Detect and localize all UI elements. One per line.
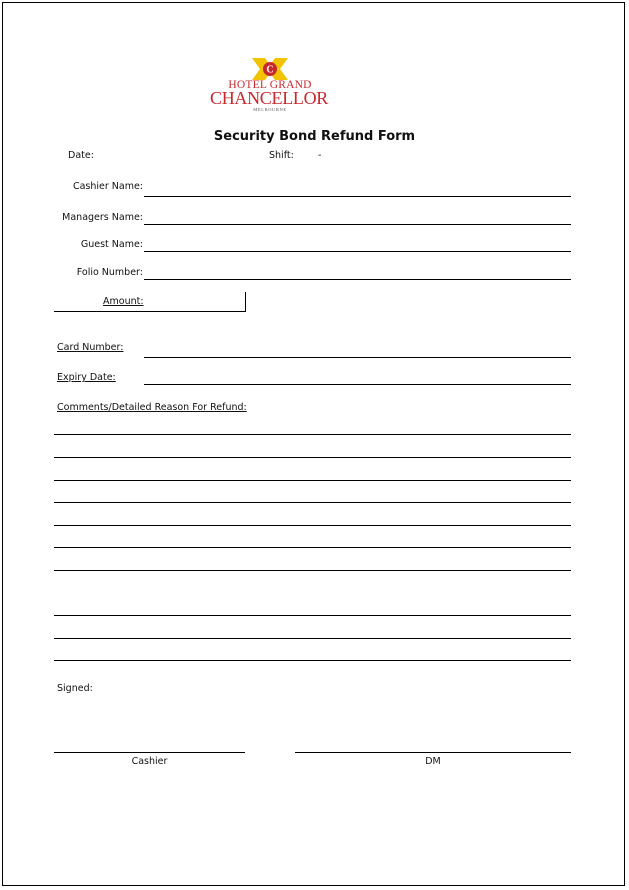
comments-line[interactable]: [54, 525, 571, 526]
cashier-signature-caption: Cashier: [131, 756, 168, 767]
comments-line[interactable]: [54, 457, 571, 458]
comments-line[interactable]: [54, 660, 571, 661]
comments-line[interactable]: [54, 547, 571, 548]
comments-line[interactable]: [54, 434, 571, 435]
guest-name-label: Guest Name:: [80, 239, 143, 250]
managers-name-field[interactable]: [144, 224, 571, 225]
amount-label: Amount:: [103, 296, 144, 307]
form-title: Security Bond Refund Form: [213, 129, 416, 144]
logo-line-chancellor: CHANCELLOR: [210, 88, 328, 108]
comments-label: Comments/Detailed Reason For Refund:: [57, 402, 247, 413]
date-label: Date:: [68, 150, 94, 161]
dm-signature-line[interactable]: [295, 752, 571, 753]
signed-label: Signed:: [57, 683, 93, 694]
logo-emblem-letter: C: [266, 64, 274, 76]
expiry-date-label: Expiry Date:: [57, 372, 116, 383]
card-number-label: Card Number:: [57, 342, 124, 353]
dm-signature-caption: DM: [425, 756, 441, 767]
amount-box-divider: [245, 292, 246, 312]
card-number-field[interactable]: [144, 357, 571, 358]
cashier-name-label: Cashier Name:: [72, 181, 143, 192]
cashier-name-field[interactable]: [144, 196, 571, 197]
comments-line[interactable]: [54, 615, 571, 616]
shift-value: -: [318, 150, 322, 161]
expiry-date-field[interactable]: [144, 384, 571, 385]
managers-name-label: Managers Name:: [62, 212, 143, 223]
amount-field[interactable]: [54, 311, 245, 312]
comments-line[interactable]: [54, 502, 571, 503]
cashier-signature-line[interactable]: [54, 752, 245, 753]
shift-label: Shift:: [269, 150, 294, 161]
logo-emblem-icon: [252, 58, 288, 80]
logo-line-melbourne: MELBOURNE: [253, 107, 287, 112]
comments-line[interactable]: [54, 480, 571, 481]
logo-line-hotel-grand: HOTEL GRAND: [228, 79, 312, 91]
comments-line[interactable]: [54, 638, 571, 639]
folio-number-label: Folio Number:: [76, 267, 143, 278]
comments-line[interactable]: [54, 570, 571, 571]
guest-name-field[interactable]: [144, 251, 571, 252]
folio-number-field[interactable]: [144, 279, 571, 280]
